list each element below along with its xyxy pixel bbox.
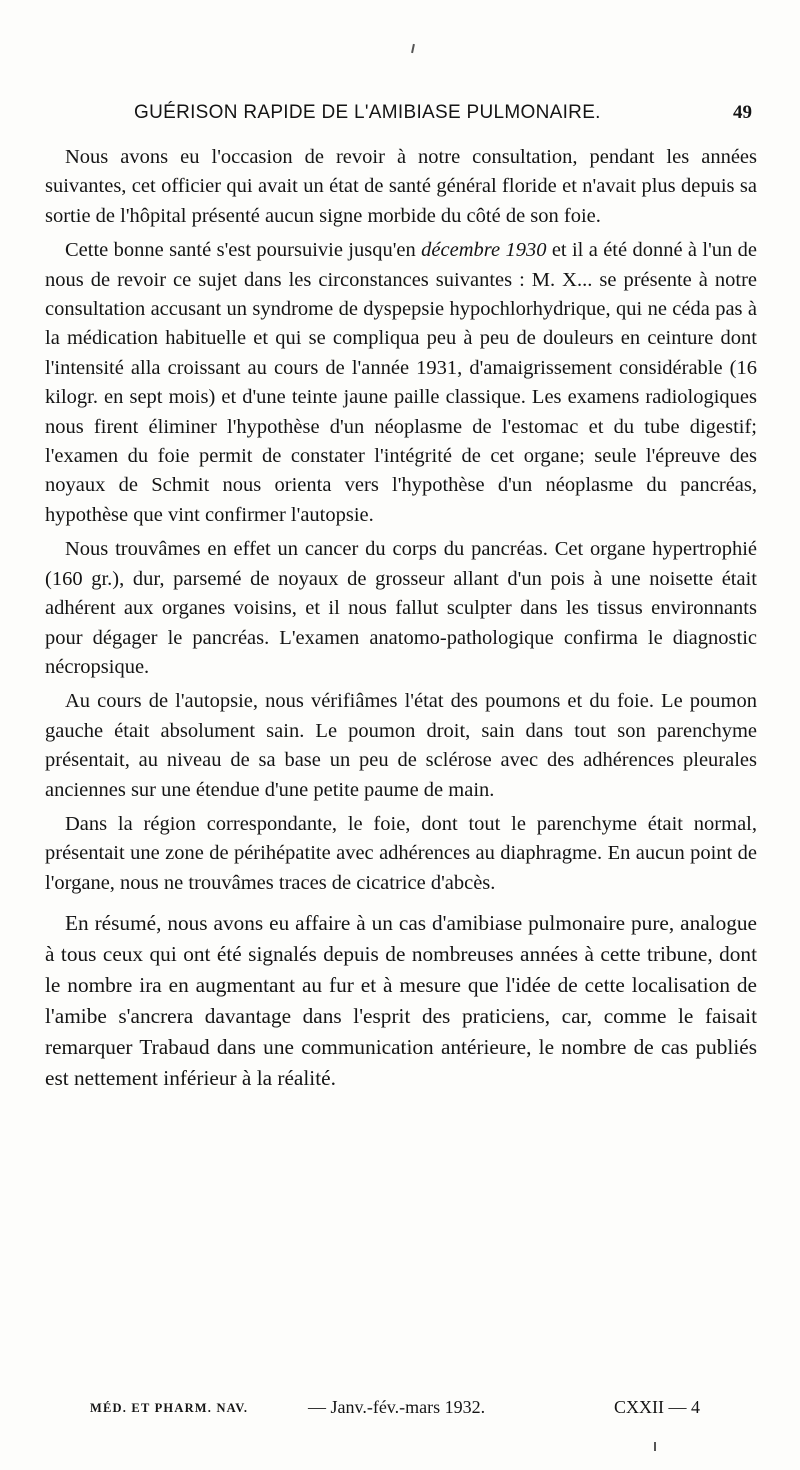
paragraph: Cette bonne santé s'est poursuivie jusqu'en décembre 1930 et il a été donné à l'un de nous de revoir ce sujet dans les circonstances suivantes : M. X... se présente à notre consultation accusant un syndrome de dyspepsie hypochlorhydrique, qui ne céda pas à la médication habituelle et qui se compliqua peu à peu de douleurs en ceinture dont l'intensité alla croissant au cours de l'année 1931, d'amaigrissement considérable (16 kilogr. en sept mois) et d'une teinte jaune paille classique. Les examens radiologiques nous firent éliminer l'hypothèse d'un néoplasme de l'estomac et du tube digestif; l'examen du foie permit de constater l'intégrité de cet organe; seule l'épreuve des noyaux de Schmit nous orienta vers l'hypothèse d'un néoplasme du pancréas, hypothèse que vint confirmer l'autopsie. — [45, 239, 758, 526]
print-mark — [654, 1442, 656, 1451]
issue-date: — Janv.-fév.-mars 1932. — [308, 1397, 486, 1417]
signature-mark: CXXII — 4 — [614, 1397, 700, 1417]
paragraph: En résumé, nous avons eu affaire à un cas d'amibiase pulmonaire pure, analogue à tous ceux qui ont été signalés depuis de nombreuses années à cette tribune, dont le nombre ira en augmentant au fur et à mesure que l'idée de cette localisation de l'amibe s'ancrera davantage dans l'esprit des praticiens, car, comme le faisait remarquer Trabaud dans une communication antérieure, le nombre de cas publiés est nettement inférieur à la réalité. — [45, 911, 757, 1091]
paragraph: Dans la région correspondante, le foie, dont tout le parenchyme était normal, présentait une zone de périhépatite avec adhérences au diaphragme. En aucun point de l'organe, nous ne trouvâmes traces de cicatrice d'abcès. — [45, 812, 757, 894]
paragraph: Nous trouvâmes en effet un cancer du corps du pancréas. Cet organe hypertrophié (160 gr.), dur, parsemé de noyaux de grosseur allant d'un pois à une noisette était adhérent aux organes voisins, et il nous fallut sculpter dans les tissus environnants pour dégager le pancréas. L'examen anatomo-pathologique confirma le diagnostic nécropsique. — [45, 538, 757, 678]
paragraph: Nous avons eu l'occasion de revoir à notre consultation, pendant les années suivantes, cet officier qui avait un état de santé général floride et n'avait plus depuis sa sortie de l'hôpital présenté aucun signe morbide du côté de son foie. — [45, 146, 757, 227]
body-text — [45, 143, 757, 1099]
page-footer — [90, 1397, 700, 1425]
page-header — [110, 102, 752, 136]
print-mark — [411, 44, 415, 53]
running-title: GUÉRISON RAPIDE DE L'AMIBIASE PULMONAIRE. — [134, 102, 601, 123]
page-number: 49 — [733, 102, 752, 123]
journal-abbrev: MÉD. ET PHARM. NAV. — [90, 1401, 249, 1415]
emphasized-date: décembre 1930 — [421, 239, 547, 262]
paragraph: Au cours de l'autopsie, nous vérifiâmes l'état des poumons et du foie. Le poumon gauche était absolument sain. Le poumon droit, sain dans tout son parenchyme présentait, au niveau de sa base un peu de sclérose avec des adhérences pleurales anciennes sur une étendue d'une petite paume de main. — [45, 690, 757, 801]
